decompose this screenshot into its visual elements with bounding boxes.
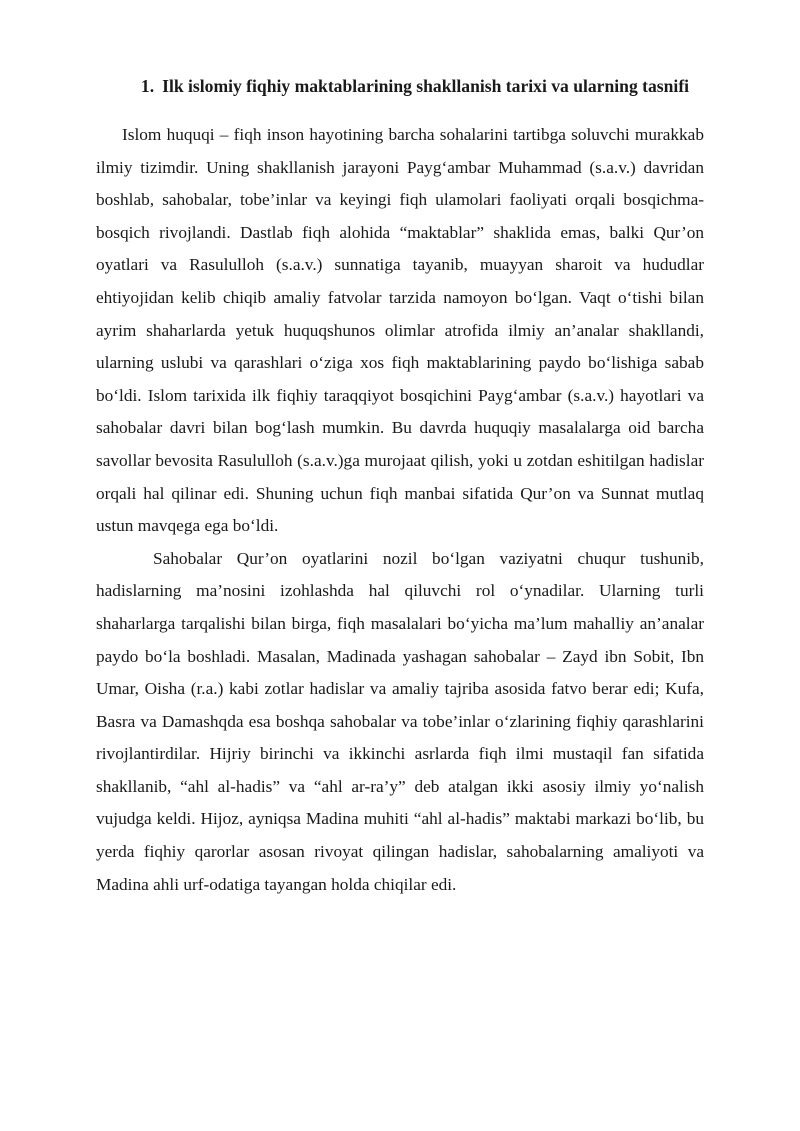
- section-title: Ilk islomiy fiqhiy maktablarining shakllanish tarixi va ularning tasnifi: [162, 76, 690, 96]
- paragraph-1: Islom huquqi – fiqh inson hayotining barcha sohalarini tartibga soluvchi murakkab ilmiy tizimdir. Uning shakllanish jarayoni Payg‘ambar Muhammad (s.a.v.) davridan boshlab, sahobalar, tobe’inlar va keyingi fiqh ulamolari faoliyati orqali bosqichma-bosqich rivojlandi. Dastlab fiqh alohida “maktablar” shaklida emas, balki Qur’on oyatlari va Rasululloh (s.a.v.) sunnatiga tayanib, muayyan sharoit va hududlar ehtiyojidan kelib chiqib amaliy fatvolar tarzida namoyon bo‘lgan. Vaqt o‘tishi bilan ayrim shaharlarda yetuk huquqshunos olimlar atrofida ilmiy an’analar shakllandi, ularning uslubi va qarashlari o‘ziga xos fiqh maktablarining paydo bo‘lishiga sabab bo‘ldi. Islom tarixida ilk fiqhiy taraqqiyot bosqichini Payg‘ambar (s.a.v.) hayotlari va sahobalar davri bilan bog‘lash mumkin. Bu davrda huquqiy masalalarga oid barcha savollar bevosita Rasululloh (s.a.v.)ga murojaat qilish, yoki u zotdan eshitilgan hadislar orqali hal qilinar edi. Shuning uchun fiqh manbai sifatida Qur’on va Sunnat mutlaq ustun mavqega ega bo‘ldi.: [96, 125, 704, 536]
- paragraph-2: Sahobalar Qur’on oyatlarini nozil bo‘lgan vaziyatni chuqur tushunib, hadislarning ma’nosini izohlashda hal qiluvchi rol o‘ynadilar. Ularning turli shaharlarga tarqalishi bilan birga, fiqh masalalari bo‘yicha ma’lum mahalliy an’analar paydo bo‘la boshladi. Masalan, Madinada yashagan sahobalar – Zayd ibn Sobit, Ibn Umar, Oisha (r.a.) kabi zotlar hadislar va amaliy tajriba asosida fatvo berar edi; Kufa, Basra va Damashqda esa boshqa sahobalar va tobe’inlar o‘zlarining fiqhiy qarashlarini rivojlantirdilar. Hijriy birinchi va ikkinchi asrlarda fiqh ilmi mustaqil fan sifatida shakllanib, “ahl al-hadis” va “ahl ar-ra’y” deb atalgan ikki asosiy ilmiy yo‘nalish vujudga keldi. Hijoz, ayniqsa Madina muhiti “ahl al-hadis” maktabi markazi bo‘lib, bu yerda fiqhiy qarorlar asosan rivoyat qilingan hadislar, sahobalarning amaliyoti va Madina ahli urf-odatiga tayangan holda chiqilar edi.: [96, 548, 704, 894]
- section-heading: [96, 72, 704, 101]
- section-number: 1.: [140, 76, 155, 96]
